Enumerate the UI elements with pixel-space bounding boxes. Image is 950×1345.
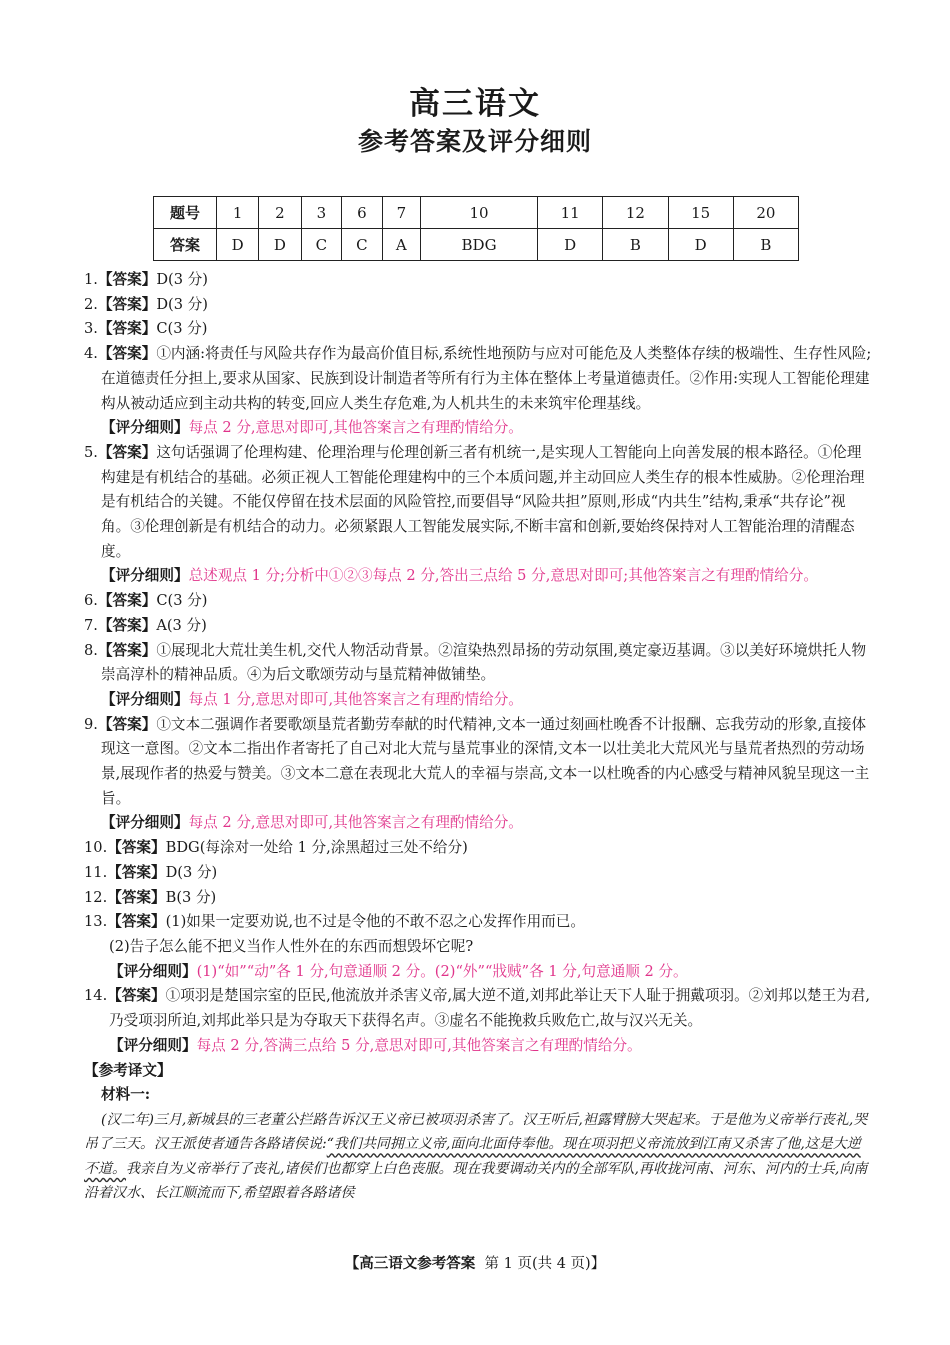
- item-q8: 8.【答案】①展现北大荒壮美生机,交代人物活动背景。②渲染热烈昂扬的劳动氛围,奠定豪迈基调。③以美好环境烘托人物崇高淳朴的精神品质。④为后文歌颂劳动与垦荒精神做铺垫。: [84, 641, 867, 684]
- scoring-q8: 【评分细则】每点 1 分,意思对即可,其他答案言之有理酌情给分。: [101, 690, 523, 708]
- question-number-cell: 12: [603, 197, 668, 229]
- item-q5: 5.【答案】这句话强调了伦理构建、伦理治理与伦理创新三者有机统一,是实现人工智能向上向善发展的根本路径。①伦理构建是有机结合的基础。必须正视人工智能伦理建构中的三个本质问题,并主动回应人类生存的根本性威胁。②伦理治理是有机结合的关键。不能仅停留在技术层面的风险管控,而要倡导“风险共担”原则,形成“内共生”结构,秉承“共存论”视角。③伦理创新是有机结合的动力。必须紧跟人工智能发展实际,不断丰富和创新,要始终保持对人工智能治理的清醒态度。: [84, 443, 865, 560]
- question-number-cell: 10: [421, 197, 538, 229]
- answer-cell: B: [733, 229, 798, 261]
- item-q11: 11.【答案】D(3 分): [84, 863, 218, 881]
- page-footer: [0, 1252, 950, 1273]
- item-q6: 6.【答案】C(3 分): [84, 592, 208, 610]
- item-q10: 10.【答案】BDG(每涂对一处给 1 分,涂黑超过三处不给分): [84, 839, 468, 857]
- answer-cell: D: [259, 229, 301, 261]
- question-number-cell: 6: [342, 197, 383, 229]
- item-q14: 14.【答案】①项羽是楚国宗室的臣民,他流放并杀害义帝,属大逆不道,刘邦此举让天下人耻于拥戴项羽。②刘邦以楚王为君,乃受项羽所迫,刘邦此举只是为夺取天下获得名声。③虚名不能挽救兵败危亡,故与汉兴无关。: [84, 987, 871, 1030]
- scoring-q13: 【评分细则】(1)“如”“动”各 1 分,句意通顺 2 分。(2)“外”“戕贼”各 1 分,句意通顺 2 分。: [109, 962, 688, 980]
- item-q3: 3.【答案】C(3 分): [84, 320, 208, 338]
- wavy-underlined-quote: “我们共同拥立义帝,面向北面侍奉他。现在项羽把义帝流放到江南又杀害了他,这是大逆不道。: [84, 1136, 861, 1177]
- question-number-cell: 15: [668, 197, 733, 229]
- question-number-cell: 7: [382, 197, 420, 229]
- page-subtitle: 参考答案及评分细则: [357, 127, 592, 156]
- answer-row: [154, 229, 799, 261]
- item-q2: 2.【答案】D(3 分): [84, 295, 208, 313]
- item-q9: 9.【答案】①文本二强调作者要歌颂垦荒者勤劳奉献的时代精神,文本一通过刻画杜晚香不计报酬、忘我劳动的形象,直接体现这一意图。②文本二指出作者寄托了自己对北大荒与垦荒事业的深情,文本一以壮美北大荒风光与垦荒者热烈的劳动场景,展现作者的热爱与赞美。③文本二意在表现北大荒人的幸福与崇高,文本一以杜晚香的内心感受与精神风貌呈现这一主旨。: [84, 715, 870, 807]
- answer-cell: A: [382, 229, 420, 261]
- item-q13: 13.【答案】(1)如果一定要劝说,也不过是令他的不敢不忍之心发挥作用而已。: [84, 913, 585, 931]
- answer-table: [153, 196, 799, 261]
- translation-paragraph: (汉二年)三月,新城县的三老董公拦路告诉汉王义帝已被项羽杀害了。汉王听后,袒露臂膀大哭起来。于是他为义帝举行丧礼,哭吊了三天。汉王派使者通告各路诸侯说:“我们共同拥立义帝,面向北面侍奉他。现在项羽把义帝流放到江南又杀害了他,这是大逆不道。我亲自为义帝举行了丧礼,诸侯们也都穿上白色丧服。现在我要调动关内的全部军队,再收拢河南、河东、河内的士兵,向南沿着汉水、长江顺流而下,希望跟着各路诸侯: [84, 1111, 868, 1202]
- answer-header: 答案: [154, 229, 217, 261]
- item-q12: 12.【答案】B(3 分): [84, 888, 217, 906]
- question-number-cell: 20: [733, 197, 798, 229]
- scoring-q4: 【评分细则】每点 2 分,意思对即可,其他答案言之有理酌情给分。: [101, 419, 523, 437]
- footer-page-number: 第 1 页(共 4 页)】: [484, 1256, 606, 1272]
- page-title: 高三语文: [409, 86, 541, 122]
- answer-list: [84, 268, 874, 1206]
- question-number-cell: 11: [538, 197, 603, 229]
- material-label: 材料一:: [101, 1086, 151, 1104]
- reference-translation-heading: 【参考译文】: [84, 1061, 172, 1079]
- item-q1: 1.【答案】D(3 分): [84, 271, 208, 288]
- answer-cell: D: [538, 229, 603, 261]
- footer-title: 【高三语文参考答案: [344, 1256, 476, 1272]
- answer-cell: D: [668, 229, 733, 261]
- question-number-cell: 1: [217, 197, 259, 229]
- scoring-q9: 【评分细则】每点 2 分,意思对即可,其他答案言之有理酌情给分。: [101, 814, 523, 832]
- answer-cell: BDG: [421, 229, 538, 261]
- answer-cell: C: [301, 229, 342, 261]
- answer-cell: B: [603, 229, 668, 261]
- question-header: 题号: [154, 197, 217, 229]
- item-q7: 7.【答案】A(3 分): [84, 616, 207, 634]
- question-number-cell: 3: [301, 197, 342, 229]
- question-row: [154, 197, 799, 229]
- item-q4: 4.【答案】①内涵:将责任与风险共存作为最高价值目标,系统性地预防与应对可能危及人类整体存续的极端性、生存性风险;在道德责任分担上,要求从国家、民族到设计制造者等所有行为主体在整体上考量道德责任。②作用:实现人工智能伦理建构从被动适应到主动共构的转变,回应人类生存危难,为人机共生的未来筑牢伦理基线。: [84, 345, 872, 412]
- answer-cell: D: [217, 229, 259, 261]
- answer-cell: C: [342, 229, 383, 261]
- scoring-q14: 【评分细则】每点 2 分,答满三点给 5 分,意思对即可,其他答案言之有理酌情给分。: [109, 1036, 642, 1054]
- scoring-q5: 【评分细则】总述观点 1 分;分析中①②③每点 2 分,答出三点给 5 分,意思对即可;其他答案言之有理酌情给分。: [101, 567, 818, 585]
- question-number-cell: 2: [259, 197, 301, 229]
- item-q13-part2: (2)告子怎么能不把义当作人性外在的东西而想毁坏它呢?: [109, 937, 474, 955]
